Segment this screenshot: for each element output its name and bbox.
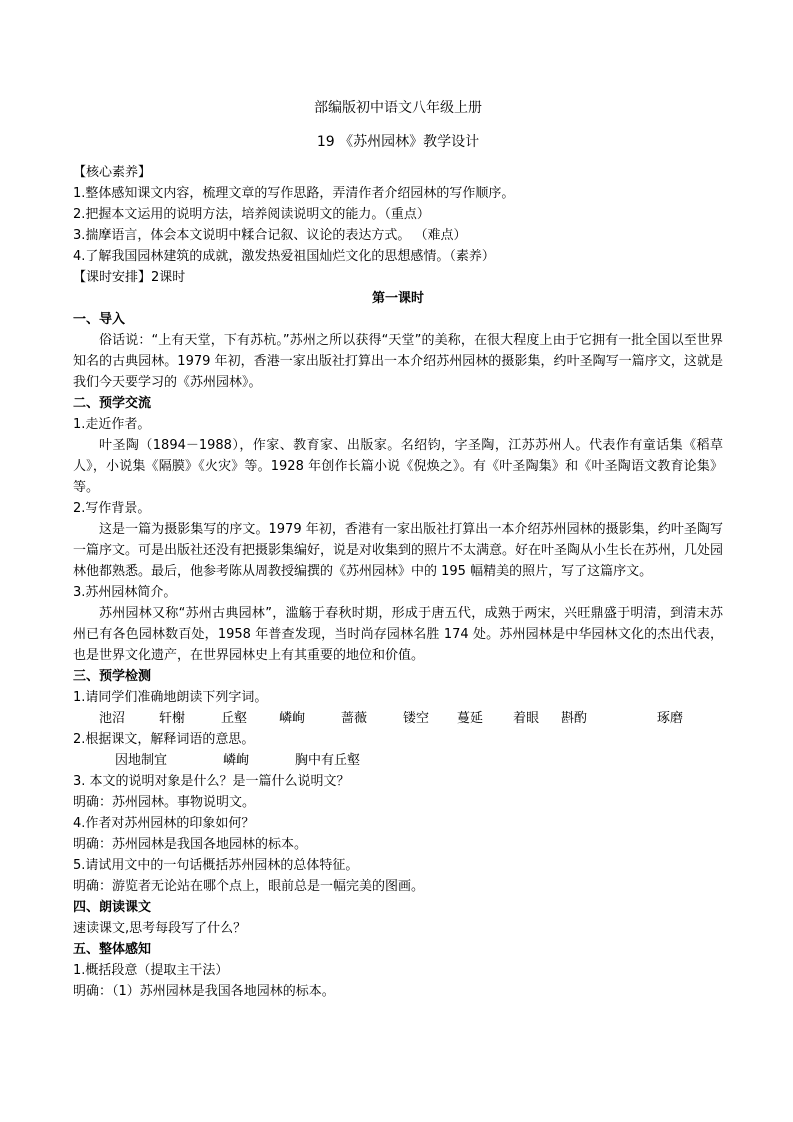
vocab-word: 着眼 [513, 711, 540, 726]
author-paragraph: 叶圣陶（1894－1988），作家、教育家、出版家。名绍钧，字圣陶，江苏苏州人。代表作有童话集《稻草人》，小说集《隔膜》《火灾》等。1928 年创作长篇小说《倪焕之》。有《叶圣陶集》和《叶圣陶语文教育论集》等。 [73, 438, 723, 495]
answer-3: 明确：苏州园林。事物说明文。 [73, 795, 256, 810]
schedule-line: 【课时安排】2课时 [73, 270, 186, 285]
question-2: 2.根据课文，解释词语的意思。 [73, 732, 255, 747]
vocab-word: 嶙峋 [279, 711, 306, 726]
term-word: 胸中有丘壑 [295, 753, 361, 768]
vocab-word: 丘壑 [221, 711, 248, 726]
question-1: 1.请同学们准确地朗读下列字词。 [73, 690, 268, 705]
overview-answer: 明确：（1）苏州园林是我国各地园林的标本。 [73, 984, 335, 999]
core-literacy-heading: 【核心素养】 [73, 165, 152, 180]
term-row [73, 750, 723, 771]
document-subtitle: 19 《苏州园林》教学设计 [316, 134, 480, 150]
section-heading-reading: 四、朗读课文 [73, 900, 152, 915]
term-word: 因地制宜 [115, 753, 168, 768]
intro-paragraph: 俗话说：“上有天堂，下有苏杭。”苏州之所以获得“天堂”的美称，在很大程度上由于它拥有一批全国以至世界知名的古典园林。1979 年初，香港一家出版社打算出一本介绍苏州园林的摄影集，约叶圣陶写一篇序文，这就是我们今天要学习的《苏州园林》。 [73, 333, 723, 390]
gardens-paragraph: 苏州园林又称“苏州古典园林”，滥觞于春秋时期，形成于唐五代，成熟于两宋，兴旺鼎盛于明清，到清末苏州已有各色园林数百处，1958 年普查发现，当时尚存园林名胜 174 处。苏州园林是中华园林文化的杰出代表，也是世界文化遗产，在世界园林史上有其重要的地位和价值。 [73, 606, 723, 663]
vocab-word: 斟酌 [561, 711, 588, 726]
reading-instruction: 速读课文,思考每段写了什么？ [73, 921, 247, 936]
question-5: 5.请试用文中的一句话概括苏州园林的总体特征。 [73, 858, 359, 873]
lesson-heading: 第一课时 [371, 291, 424, 306]
section-heading-preview: 二、预学交流 [73, 396, 152, 411]
vocab-word: 轩榭 [159, 711, 186, 726]
background-paragraph: 这是一篇为摄影集写的序文。1979 年初，香港有一家出版社打算出一本介绍苏州园林的摄影集，约叶圣陶写一篇序文。可是出版社还没有把摄影集编好，说是对收集到的照片不太满意。好在叶圣陶从小生长在苏州，几处园林他都熟悉。最后，他参考陈从周教授编撰的《苏州园林》中的 195 幅精美的照片，写了这篇序文。 [73, 522, 724, 579]
section-heading-overview: 五、整体感知 [73, 942, 152, 957]
core-item-4: 4.了解我国园林建筑的成就，激发热爱祖国灿烂文化的思想感情。（素养） [73, 249, 495, 264]
question-4: 4.作者对苏州园林的印象如何？ [73, 816, 255, 831]
vocab-word: 琢磨 [657, 711, 684, 726]
gardens-subheading: 3.苏州园林简介。 [73, 585, 177, 600]
vocab-word: 蔷薇 [341, 711, 368, 726]
core-item-2: 2.把握本文运用的说明方法，培养阅读说明文的能力。（重点） [73, 207, 430, 222]
vocab-word: 镂空 [403, 711, 430, 726]
core-item-1: 1.整体感知课文内容，梳理文章的写作思路，弄清作者介绍园林的写作顺序。 [73, 186, 515, 201]
vocab-word: 蔓延 [457, 711, 484, 726]
section-heading-check: 三、预学检测 [73, 669, 152, 684]
overview-subheading: 1.概括段意（提取主干法） [73, 963, 229, 978]
answer-5: 明确：游览者无论站在哪个点上，眼前总是一幅完美的图画。 [73, 879, 425, 894]
background-subheading: 2.写作背景。 [73, 501, 151, 516]
document-body [73, 162, 723, 1002]
document-title: 部编版初中语文八年级上册 [314, 100, 482, 116]
vocabulary-row [73, 708, 723, 729]
answer-4: 明确：苏州园林是我国各地园林的标本。 [73, 837, 308, 852]
author-subheading: 1.走近作者。 [73, 417, 151, 432]
question-3: 3. 本文的说明对象是什么？是一篇什么说明文？ [73, 774, 350, 789]
term-word: 嶙峋 [223, 753, 250, 768]
vocab-word: 池沼 [99, 711, 126, 726]
section-heading-intro: 一、导入 [73, 312, 126, 327]
core-item-3: 3.揣摩语言，体会本文说明中糅合记叙、议论的表达方式。 （难点） [73, 228, 467, 243]
